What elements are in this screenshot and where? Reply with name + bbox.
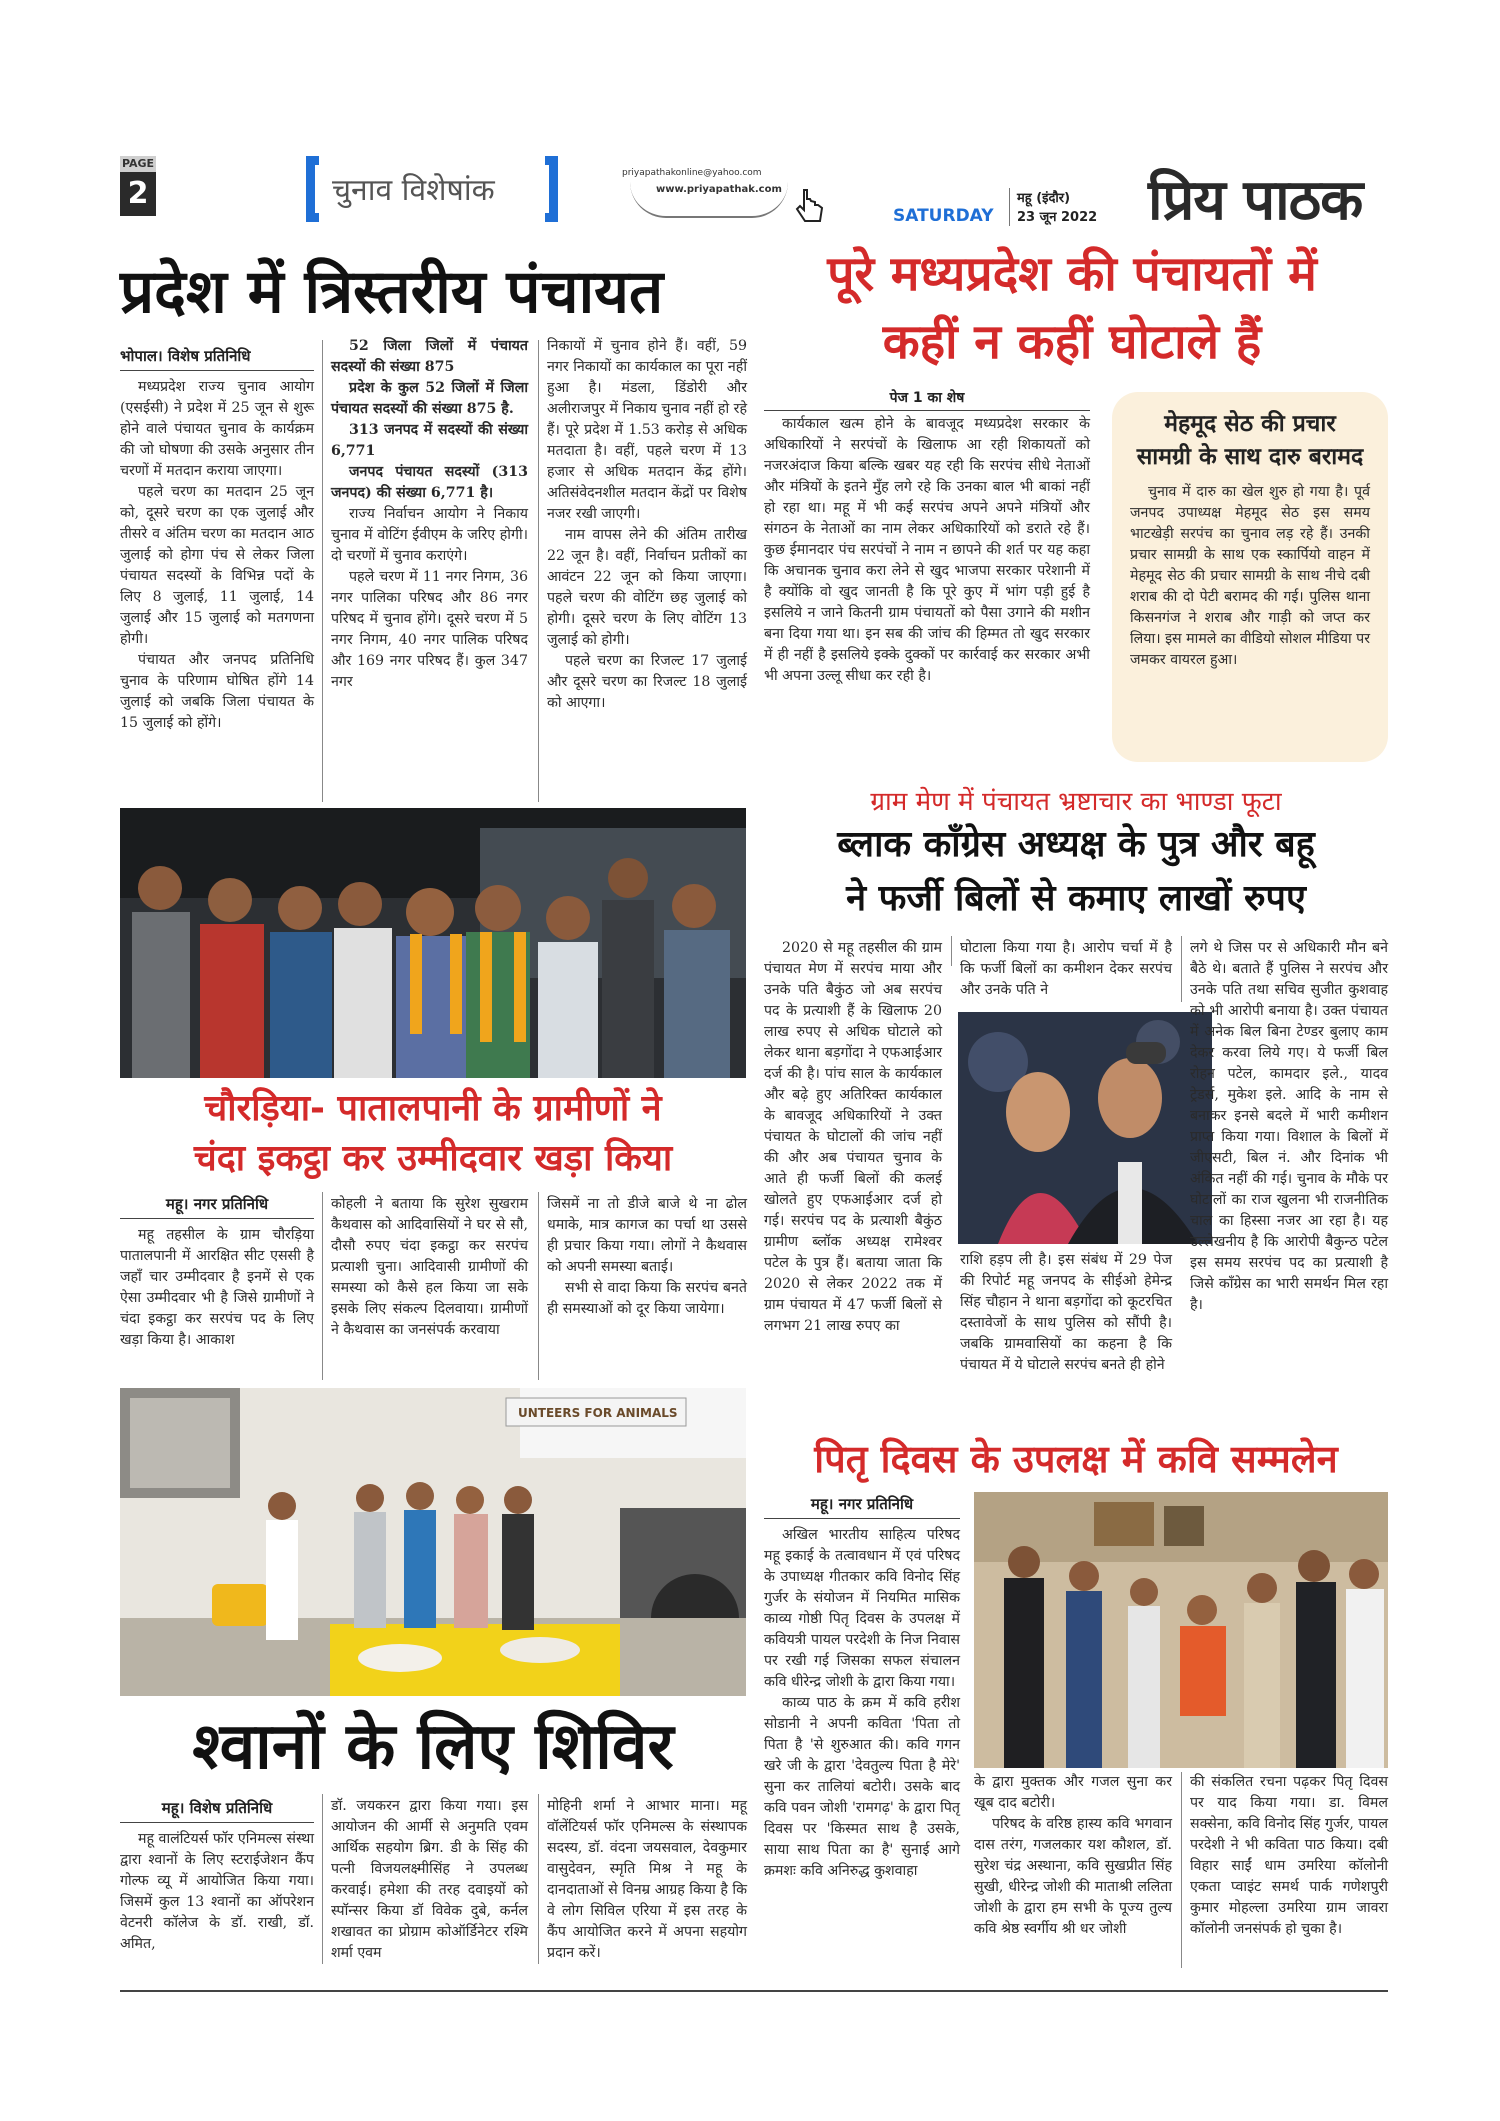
bracket-right-icon	[545, 156, 558, 222]
story2-headline-line2: कहीं न कहीं घोटाले हैं	[882, 314, 1262, 370]
contact-arc	[630, 182, 788, 218]
column-rule	[538, 1192, 539, 1380]
photo-banner-text: UNTEERS FOR ANIMALS	[518, 1406, 678, 1420]
page-number: 2	[120, 172, 156, 216]
story5-col3	[547, 1796, 747, 1964]
date-block	[893, 188, 1113, 228]
story1-para: निकायों में चुनाव होने हैं। वहीं, 59 नगर निकायों का कार्यकाल का पूरा नहीं हुआ है। मंडला, डिंडोरी और अलीराजपुर में निकाय चुनाव नहीं हो रहे हैं। पूरे प्रदेश में 1.53 करोड़ से अधिक मतदाता है। वहीं, पहले चरण में 13 हजार से अधिक मतदान केंद्र होंगे। अतिसंवेदनशील मतदान केंद्रों पर विशेष नजर रखी जाएगी।	[547, 338, 747, 522]
info-box-headline: मेहमूद सेठ की प्रचार सामग्री के साथ दारु बरामद	[1136, 411, 1364, 470]
story6-para: के द्वारा मुक्तक और गजल सुना कर खूब दाद बटोरी।	[974, 1774, 1172, 1811]
date-divider	[1009, 188, 1010, 226]
info-box	[1112, 392, 1388, 762]
story1-para: नाम वापस लेने की अंतिम तारीख 22 जून है। वहीं, निर्वाचन प्रतीकों का आवंटन 22 जून को किया जाएगा। पहले चरण की वोटिंग छह जुलाई को होगी। दूसरे चरण के लिए वोटिंग 13 जुलाई को होगी।	[547, 527, 747, 648]
info-box-para: चुनाव में दारु का खेल शुरु हो गया है। पूर्व जनपद उपाध्यक्ष मेहमूद सेठ इस समय भाटखेड़ी सरपंच का चुनाव लड़ रहे हैं। उनकी प्रचार सामग्री के साथ एक स्कार्पियो वाहन में मेहमूद सेठ की प्रचार सामग्री के साथ नीचे दबी शराब की दो पेटी बरामद की गई। पुलिस थाना किसनगंज ने शराब और गाड़ी को जप्त कर लिया। इस मामले का वीडियो सोशल मीडिया पर जमकर वायरल हुआ।	[1130, 484, 1370, 668]
column-rule	[322, 1192, 323, 1380]
story6-col3	[1190, 1772, 1388, 1940]
story6-col1	[764, 1494, 960, 1882]
story5-col1	[120, 1798, 314, 1955]
story6-byline: महू। नगर प्रतिनिधि	[764, 1494, 960, 1519]
story2-headline-line1: पूरे मध्यप्रदेश की पंचायतों में	[827, 246, 1317, 302]
page-bottom-rule	[120, 1990, 1388, 1992]
contact-website[interactable]: www.priyapathak.com	[656, 184, 782, 195]
story6-para: की संकलित रचना पढ़कर पितृ दिवस पर याद किया गया। डा. विमल सक्सेना, कवि विनोद सिंह गुर्जर, पायल परदेशी ने भी कविता पाठ किया। दबी विहार साईं धाम उमरिया कॉलोनी एकता प्वाइंट समर्थ पार्क गणेशपुरी कुमार मोहल्ला उमरिया ग्राम जावरा कॉलोनी जनसंपर्क हो चुका है।	[1190, 1774, 1388, 1937]
story4-headline-line1: चौरड़िया- पातालपानी के ग्रामीणों ने	[204, 1088, 662, 1129]
story2-kicker: पेज 1 का शेष	[764, 388, 1090, 411]
story3-col1	[764, 938, 942, 1337]
story1-para: पहले चरण में 11 नगर निगम, 36 नगर पालिका परिषद और 86 नगर परिषद में चुनाव होंगे। दूसरे चरण में 5 नगर निगम, 40 नगर पालिक परिषद और 169 नगर परिषद हैं। कुल 347 नगर	[331, 569, 528, 690]
story2-para: कार्यकाल खत्म होने के बावजूद मध्यप्रदेश सरकार के अधिकारियों ने सरपंचों के खिलाफ आ रही शिकायतों को नजरअंदाज किया बल्कि खबर यह रही कि सरपंच सीधे नेताओं और मंत्रियों के इतने मुँह लगे रहे कि उनका बाल भी बाकां नहीं हो रहा था। महू में भी कई सरपंच अपने अपने मंत्रियों और संगठन के नेताओं का नाम लेकर अधिकारियों को डराते रहे हैं। कुछ ईमानदार पंच सरपंचों ने नाम न छापने की शर्त पर यह कहा कि अचानक चुनाव करा लेने से खुद भाजपा सरकार परेशानी में है क्योंकि वो खुद जानती है कि पूरे कुए में भांग पड़ी हुई है इसलिये न जाने कितनी ग्राम पंचायतों को पैसा उगाने की मशीन बना दिया गया था। इन सब की जांच की हिम्मत तो खुद सरकार में ही नहीं है इसलिये इक्के दुक्कों पर कार्रवाई कर सरकार अभी भी अपना उल्लू सीधा कर रही है।	[764, 416, 1090, 684]
story4-byline: महू। नगर प्रतिनिधि	[120, 1194, 314, 1219]
masthead: प्रिय पाठक	[1148, 168, 1363, 233]
page-label: PAGE	[121, 157, 155, 170]
candidate-group-photo	[120, 808, 746, 1078]
story4-col1	[120, 1194, 314, 1351]
story5-para: महू वालंटियर्स फॉर एनिमल्स संस्था द्वारा श्वानों के लिए स्टराईजेशन कैंप गोल्फ व्यू में आयोजित किया गया। जिसमें कुल 13 श्वानों का ऑपरेशन वेटनरी कॉलेज के डॉ. राखी, डॉ. अमित,	[120, 1831, 314, 1952]
story1-para: पंचायत और जनपद प्रतिनिधि चुनाव के परिणाम घोषित होंगे 14 जुलाई को जबकि जिला पंचायत के 15 जुलाई को होंगे।	[120, 652, 314, 731]
story5-col2	[331, 1796, 528, 1964]
story2-body	[764, 414, 1090, 687]
story1-bold-para: 52 जिला जिलों में पंचायत सदस्यों की संख्या 875	[331, 338, 528, 375]
story3-para: 2020 से महू तहसील की ग्राम पंचायत मेण में सरपंच माया और उनके पति बैकुंठ जो अब सरपंच पद के प्रत्याशी हैं के खिलाफ 20 लाख रुपए से अधिक घोटाले को लेकर थाना बड़गोंदा ने एफआईआर दर्ज की है। पांच साल के कार्यकाल और बढ़े हुए अतिरिक्त कार्यकाल के बावजूद अधिकारियों ने उक्त पंचायत के घोटालों की जांच नहीं की और अब पंचायत चुनाव के आते ही फर्जी बिलों की कलई खोलते हुए एफआईआर दर्ज हो गई। सरपंच पद के प्रत्याशी बैकुंठ ग्रामीण ब्लॉक अध्यक्ष रामेश्वर पटेल के पुत्र हैं। बताया जाता कि 2020 से लेकर 2022 तक में ग्राम पंचायत में 47 फर्जी बिलों से लगभग 21 लाख रुपए का	[764, 940, 942, 1334]
story1-col2	[331, 336, 528, 693]
contact-email: priyapathakonline@yahoo.com	[622, 168, 762, 178]
dog-camp-photo	[120, 1388, 746, 1696]
story6-para: परिषद के वरिष्ठ हास्य कवि भगवान दास तरंग, गजलकार यश कौशल, डॉ. सुरेश चंद्र अस्थाना, कवि सुखप्रीत सिंह सुखी, धीरेन्द्र जोशी की माताश्री ललिता जोशी के द्वारा हम सभी के पूज्य तुल्य कवि श्रेष्ठ स्वर्गीय श्री धर जोशी	[974, 1816, 1172, 1937]
info-box-body	[1130, 482, 1370, 671]
story1-para: पहले चरण का रिजल्ट 17 जुलाई और दूसरे चरण का रिजल्ट 18 जुलाई को आएगा।	[547, 653, 747, 711]
story6-col2	[974, 1772, 1172, 1940]
story3-para: लगे थे जिस पर से अधिकारी मौन बने बैठे थे। बताते हैं पुलिस ने सरपंच और उनके पति तथा सचिव सुजीत कुशवाह को भी आरोपी बनाया है। उक्त पंचायत में अनेक बिल बिना टेण्डर बुलाए काम देकर करवा लिये गए। ये फर्जी बिल रोहन पटेल, कामदार इले., यादव ट्रेडर्स, मुकेश इले. आदि के नाम से बनाकर इनसे बदले में भारी कमीशन प्राप्त किया गया। विशाल के बिलों में जीएसटी, बिल नं. और दिनांक भी अंकित नहीं की गई। चुनाव के मौके पर घोटालों का राज खुलना भी राजनीतिक चाल का हिस्सा नजर आ रहा है। यह उल्लेखनीय है कि आरोपी बैकुन्ठ पटेल इस समय सरपंच पद का प्रत्याशी है जिसे कॉंग्रेस का भारी समर्थन मिल रहा है।	[1190, 940, 1388, 1313]
column-rule	[1181, 936, 1182, 1002]
story1-bold-para: जनपद पंचायत सदस्यों (313 जनपद) की संख्या 6,771 है।	[331, 464, 528, 501]
story1-para: पहले चरण का मतदान 25 जून को, दूसरे चरण का एक जुलाई और तीसरे व अंतिम चरण का मतदान आठ जुलाई को होगा पंच से लेकर जिला पंचायत सदस्यों के विभिन्न पदों के लिए 8 जुलाई, 11 जुलाई, 14 जुलाई और 15 जुलाई को मतगणना होगी।	[120, 484, 314, 647]
story1-para: मध्यप्रदेश राज्य चुनाव आयोग (एसईसी) ने प्रदेश में 25 जून से शुरू होने वाले पंचायत चुनाव के कार्यक्रम की जो घोषणा की उसके अनुसार तीन चरणों में मतदान कराया जाएगा।	[120, 379, 314, 479]
story4-para: कोहली ने बताया कि सुरेश सुखराम कैथवास को आदिवासियों ने घर से सौ, दौसौ रुपए चंदा इकट्ठा कर सरपंच प्रत्याशी चुना। आदिवासी ग्रामीणों की समस्या को कैसे हल किया जा सके इसके लिए संकल्प दिलवाया। ग्रामीणों ने कैथवास का जनसंपर्क करवाया	[331, 1196, 528, 1338]
date-label: 23 जून 2022	[1017, 210, 1098, 225]
story3-headline-line1: ब्लाक कॉंग्रेस अध्यक्ष के पुत्र और बहू	[837, 824, 1315, 865]
story3-para: राशि हड़प ली है। इस संबंध में 29 पेज की रिपोर्ट महू जनपद के सीईओ हेमेन्द्र सिंह चौहान ने थाना बड़गोंदा को कूटरचित दस्तावेजों के साथ पुलिस को सौंपी है। जबकि ग्रामवासियों का कहना है कि पंचायत में ये घोटाले सरपंच बनते ही होने	[960, 1252, 1172, 1373]
story3-headline-line2: ने फर्जी बिलों से कमाए लाखों रुपए	[846, 878, 1306, 919]
column-rule	[1181, 1772, 1182, 1968]
story6-para: काव्य पाठ के क्रम में कवि हरीश सोडानी ने अपनी कविता 'पिता तो पिता है 'से शुरुआत की। कवि गगन खरे जी के द्वारा 'देवतुल्य पिता है मेरे' सुना कर तालियां बटोरी। उसके बाद कवि पवन जोशी 'रामगढ़' के द्वारा पितृ दिवस पर 'किस्मत साथ है उसके, साया साथ पिता का है' सुनाई आगे क्रमशः कवि अनिरुद्ध कुशवाहा	[764, 1695, 960, 1879]
person-silhouettes	[132, 858, 730, 1078]
column-rule	[538, 1794, 539, 1964]
column-rule	[322, 340, 323, 802]
story1-bold-para: 313 जनपद में सदस्यों की संख्या 6,771	[331, 422, 528, 459]
bracket-left-icon	[306, 156, 319, 222]
column-rule	[322, 1794, 323, 1964]
story1-byline: भोपाल। विशेष प्रतिनिधि	[120, 346, 314, 371]
story5-para: मोहिनी शर्मा ने आभार माना। महू वॉलेंटियर्स फॉर एनिमल्स के संस्थापक सदस्य, डॉ. वंदना जयसवाल, देवकुमार वासुदेवन, स्मृति मिश्र ने महू के दानदाताओं से विनम्र आग्रह किया है कि वे लोग सिविल एरिया में इस तरह के कैंप आयोजित करने में अपना सहयोग प्रदान करें।	[547, 1798, 747, 1961]
story1-col1	[120, 346, 314, 734]
story6-para: अखिल भारतीय साहित्य परिषद महू इकाई के तत्वावधान में एवं परिषद के उपाध्यक्ष गीतकार कवि विनोद सिंह गुर्जर के संयोजन में नियमित मासिक काव्य गोष्ठी पितृ दिवस के उपलक्ष में कवियत्री पायल परदेशी के निज निवास पर रखी गई जिसका सफल संचालन कवि धीरेन्द्र जोशी के द्वारा किया गया।	[764, 1527, 960, 1690]
story3-kicker: ग्राम मेण में पंचायत भ्रष्टाचार का भाण्डा फूटा	[870, 787, 1282, 817]
column-rule	[538, 340, 539, 802]
accused-couple-photo	[958, 1012, 1212, 1244]
city-label: महू (इंदौर)	[1017, 191, 1071, 206]
story1-col3	[547, 336, 747, 714]
hand-cursor-icon	[792, 188, 826, 226]
story4-headline	[120, 1084, 746, 1184]
story4-headline-line2: चंदा इकट्ठा कर उम्मीदवार खड़ा किया	[193, 1138, 673, 1179]
story3-col2-top	[960, 938, 1172, 1001]
column-rule	[951, 936, 952, 966]
page-label-box	[120, 156, 156, 220]
poets-meet-photo	[974, 1492, 1388, 1768]
story1-headline: प्रदेश में त्रिस्तरीय पंचायत	[120, 257, 664, 327]
story4-col2	[331, 1194, 528, 1341]
story3-headline	[764, 818, 1388, 926]
story3-col2-bottom	[960, 1250, 1172, 1376]
story5-headline: श्वानों के लिए शिविर	[192, 1710, 674, 1784]
story4-col3	[547, 1194, 747, 1320]
story1-para: राज्य निर्वाचन आयोग ने निकाय चुनाव में वोटिंग ईवीएम के जरिए होगी। दो चरणों में चुनाव कराएंगे।	[331, 506, 528, 564]
story4-para: जिसमें ना तो डीजे बाजे थे ना ढोल धमाके, मात्र कागज का पर्चा था उससे ही प्रचार किया गया। लोगों ने कैथवास को अपनी समस्या बताई।	[547, 1196, 747, 1275]
story2-headline	[764, 240, 1380, 376]
contact-block	[622, 168, 802, 228]
story5-para: डॉ. जयकरन द्वारा किया गया। इस आयोजन की आर्मी से अनुमति एवम आर्थिक सहयोग ब्रिग. डी के सिंह की पत्नी विजयलक्ष्मीसिंह ने उपलब्ध करवाई। हमेशा की तरह दवाइयों को स्पॉन्सर किया डॉ विवेक दुबे, कर्नल शखावत का प्रोग्राम कोऑर्डिनेटर रश्मि शर्मा एवम	[331, 1798, 528, 1961]
story4-para: सभी से वादा किया कि सरपंच बनते ही समस्याओं को दूर किया जायेगा।	[547, 1280, 747, 1317]
story3-para: घोटाला किया गया है। आरोप चर्चा में है कि फर्जी बिलों का कमीशन देकर सरपंच और उनके पति ने	[960, 940, 1172, 998]
section-title: चुनाव विशेषांक	[332, 173, 495, 208]
story1-bold-para: प्रदेश के कुल 52 जिलों में जिला पंचायत सदस्यों की संख्या 875 है.	[331, 380, 528, 417]
section-tag	[306, 156, 558, 222]
story5-byline: महू। विशेष प्रतिनिधि	[120, 1798, 314, 1823]
day-label: SATURDAY	[893, 206, 994, 226]
story6-headline: पितृ दिवस के उपलक्ष में कवि सम्मलेन	[814, 1437, 1338, 1481]
story4-para: महू तहसील के ग्राम चौरड़िया पातालपानी में आरक्षित सीट एससी है जहाँ चार उम्मीदवार है इनमें से एक ऐसा उम्मीदवार भी है जिसे ग्रामीणों ने चंदा इकट्ठा कर सरपंच पद के लिए खड़ा किया है। आकाश	[120, 1227, 314, 1348]
story3-col3	[1190, 938, 1388, 1316]
